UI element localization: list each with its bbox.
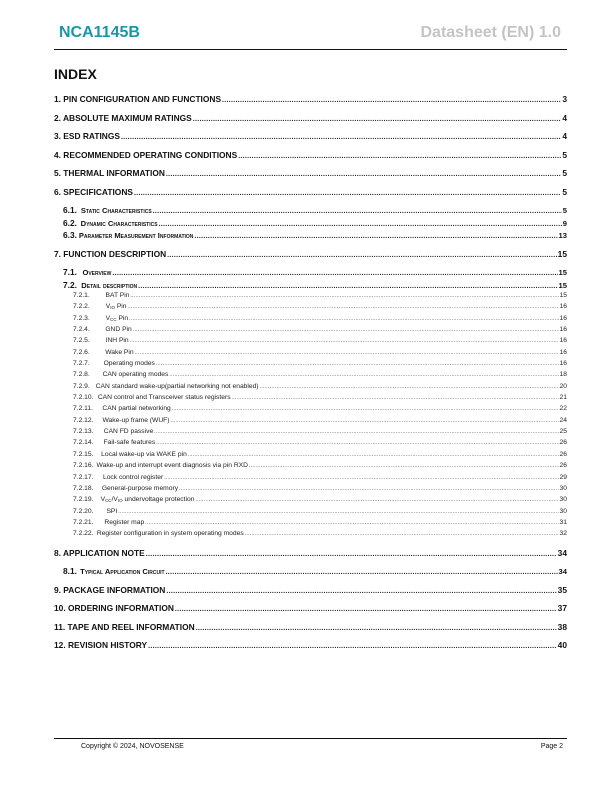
toc-entry[interactable] — [54, 94, 567, 113]
toc-entry[interactable] — [54, 485, 567, 496]
label-part: /V — [111, 496, 118, 504]
dot-leader — [260, 383, 559, 390]
toc-entry-number: 6.1. — [63, 205, 77, 215]
toc-entry-page: 37 — [557, 603, 567, 614]
toc-entry[interactable] — [54, 303, 567, 314]
toc-entry-page: 30 — [559, 507, 567, 515]
toc-entry-page: 30 — [559, 484, 567, 492]
dot-leader — [194, 231, 557, 240]
toc-entry-page: 30 — [559, 496, 567, 504]
dot-leader — [166, 567, 558, 576]
toc-entry[interactable] — [54, 371, 567, 382]
toc-entry-label: Wake Pin — [105, 348, 134, 356]
toc-entry[interactable] — [54, 292, 567, 303]
toc-entry-label: Wake-up frame (WUF) — [102, 416, 170, 424]
toc-entry-number: 7.2.8. — [73, 371, 90, 379]
toc-entry-label: Overview — [82, 268, 112, 277]
toc-entry-label: SPI — [106, 507, 118, 515]
dot-leader — [175, 603, 557, 613]
dot-leader — [159, 219, 562, 228]
toc-entry[interactable] — [54, 349, 567, 360]
table-of-contents — [54, 94, 567, 659]
toc-entry[interactable] — [54, 315, 567, 326]
toc-entry-label: Parameter Measurement Information — [78, 231, 194, 240]
label-part: V — [105, 303, 111, 311]
toc-entry[interactable] — [54, 113, 567, 132]
subscript: IO — [110, 305, 115, 311]
toc-entry-number: 6.3. — [63, 230, 77, 240]
toc-entry-page: 5 — [562, 168, 567, 178]
dot-leader — [130, 337, 559, 344]
toc-entry-label: 9. PACKAGE INFORMATION — [54, 584, 166, 595]
toc-entry-number: 7.2.20. — [73, 507, 94, 515]
subscript: CC — [105, 498, 112, 504]
toc-entry-page: 5 — [562, 149, 567, 160]
label-part: Pin — [116, 314, 129, 322]
toc-entry[interactable] — [54, 280, 567, 293]
toc-entry[interactable] — [54, 585, 567, 604]
toc-entry[interactable] — [54, 462, 567, 473]
toc-entry-page: 32 — [559, 530, 567, 538]
toc-entry-label: BAT Pin — [105, 292, 130, 299]
page-number: Page 2 — [540, 743, 563, 750]
toc-entry-number: 7.2.18. — [73, 484, 94, 492]
toc-entry-number: 7.2.5. — [73, 337, 90, 345]
toc-entry-page: 16 — [559, 360, 567, 368]
copyright: Copyright © 2024, NOVOSENSE — [81, 743, 184, 750]
toc-entry[interactable] — [54, 603, 567, 622]
toc-entry-label: 5. THERMAL INFORMATION — [54, 168, 165, 178]
toc-entry-label — [106, 315, 129, 322]
toc-entry-page: 35 — [557, 584, 567, 595]
dot-leader — [167, 249, 557, 259]
dot-leader — [146, 548, 557, 558]
toc-entry-number: 7.2.19. — [73, 496, 94, 504]
toc-entry-page: 21 — [559, 394, 567, 402]
toc-entry-label — [106, 303, 127, 310]
toc-entry-label: 3. ESD RATINGS — [54, 131, 120, 141]
toc-entry-page: 34 — [557, 547, 567, 558]
toc-entry-page: 16 — [559, 326, 567, 334]
label-part: Pin — [114, 303, 127, 311]
dot-leader — [249, 462, 559, 469]
toc-entry-label: 1. PIN CONFIGURATION AND FUNCTIONS — [54, 94, 222, 104]
footer-divider — [54, 738, 567, 739]
dot-leader — [129, 315, 558, 322]
toc-entry-page: 25 — [559, 428, 567, 436]
toc-entry-label: Static Characteristics — [80, 206, 152, 215]
toc-entry-page: 26 — [559, 450, 567, 458]
toc-entry[interactable] — [54, 249, 567, 268]
toc-entry-label: Register map — [104, 518, 145, 526]
toc-entry-page: 4 — [562, 112, 567, 123]
label-part: V — [100, 496, 106, 504]
toc-entry[interactable] — [54, 474, 567, 485]
toc-entry-label: CAN standard wake-up(partial networking not enabled) — [95, 382, 259, 390]
toc-entry-page: 38 — [557, 621, 567, 632]
toc-entry-label: Register configuration in system operating modes — [96, 530, 244, 538]
dot-leader — [172, 405, 559, 412]
dot-leader — [179, 485, 559, 492]
dot-leader — [195, 496, 558, 503]
toc-entry[interactable] — [54, 150, 567, 169]
toc-entry-label: 10. ORDERING INFORMATION — [54, 603, 174, 614]
dot-leader — [166, 168, 561, 178]
toc-entry-label: 7. FUNCTION DESCRIPTION — [54, 248, 167, 259]
toc-entry-number: 7.2.2. — [73, 303, 90, 311]
toc-entry-page: 29 — [559, 473, 567, 481]
toc-entry-number: 7.2.1. — [73, 292, 90, 299]
toc-entry-label: 11. TAPE AND REEL INFORMATION — [54, 621, 195, 632]
dot-leader — [193, 113, 562, 123]
dot-leader — [245, 530, 559, 537]
toc-entry-label: Lock control register — [102, 473, 164, 481]
toc-entry[interactable] — [54, 405, 567, 416]
toc-entry-number: 7.2.22. — [73, 530, 94, 538]
toc-entry-label — [101, 496, 195, 503]
toc-entry-label: Operating modes — [103, 360, 155, 368]
label-part: undervoltage protection — [122, 496, 195, 504]
toc-entry-number: 6.2. — [63, 217, 77, 228]
toc-entry-label: CAN partial networking — [102, 405, 171, 413]
toc-entry-label: CAN control and Transceiver status registers — [97, 394, 231, 402]
toc-entry[interactable] — [54, 131, 567, 150]
dot-leader — [112, 268, 557, 277]
subscript: CC — [110, 316, 117, 322]
subscript: IO — [117, 498, 123, 504]
toc-entry-label: Dynamic Characteristics — [80, 218, 158, 228]
toc-entry-label: CAN operating modes — [102, 371, 169, 379]
dot-leader — [188, 451, 559, 458]
toc-entry-number: 8.1. — [63, 566, 77, 577]
dot-leader — [164, 474, 558, 481]
toc-entry-page: 34 — [558, 567, 567, 577]
dot-leader — [130, 292, 558, 299]
toc-entry-number: 7.2.15. — [73, 450, 94, 458]
toc-entry-page: 16 — [559, 314, 567, 322]
toc-entry-number: 7.2.11. — [73, 405, 93, 413]
toc-entry-label: GND Pin — [105, 326, 132, 334]
dot-leader — [156, 439, 558, 446]
toc-entry[interactable] — [54, 530, 567, 541]
toc-entry[interactable] — [54, 640, 567, 659]
toc-entry-page: 15 — [559, 292, 567, 299]
dot-leader — [238, 150, 561, 160]
toc-entry[interactable] — [54, 168, 567, 187]
toc-entry-label: Local wake-up via WAKE pin — [101, 450, 187, 458]
dot-leader — [133, 326, 559, 333]
toc-entry-number: 7.2.4. — [73, 326, 90, 334]
dot-leader — [153, 206, 562, 215]
toc-entry-page: 22 — [559, 405, 567, 413]
toc-entry-label: Detail description — [81, 280, 138, 290]
toc-entry[interactable] — [54, 360, 567, 371]
toc-entry[interactable] — [54, 337, 567, 348]
toc-entry[interactable] — [54, 394, 567, 405]
toc-entry-label: Fail-safe features — [103, 439, 156, 447]
toc-entry-label: 6. SPECIFICATIONS — [54, 186, 133, 197]
toc-entry-page: 9 — [562, 218, 567, 228]
toc-entry[interactable] — [54, 519, 567, 530]
dot-leader — [121, 131, 561, 141]
toc-entry-page: 3 — [562, 94, 567, 104]
toc-entry-page: 4 — [562, 131, 567, 141]
toc-entry-label: General-purpose memory — [101, 484, 179, 492]
toc-entry-number: 7.2.21. — [73, 518, 94, 526]
toc-entry-number: 7.2.3. — [73, 314, 90, 322]
toc-entry-number: 7.2.7. — [73, 360, 90, 368]
toc-entry[interactable] — [54, 230, 567, 243]
toc-entry-label: 4. RECOMMENDED OPERATING CONDITIONS — [54, 149, 238, 160]
toc-entry-page: 15 — [558, 280, 567, 290]
toc-entry-page: 15 — [558, 268, 567, 277]
dot-leader — [118, 508, 558, 515]
toc-entry-number: 7.2.17. — [73, 473, 94, 481]
toc-entry[interactable] — [54, 205, 567, 218]
toc-entry[interactable] — [54, 566, 567, 579]
toc-entry-number: 7.2.16. — [73, 462, 94, 470]
index-title: INDEX — [54, 66, 97, 82]
toc-entry[interactable] — [54, 428, 567, 439]
toc-entry[interactable] — [54, 218, 567, 231]
dot-leader — [134, 187, 561, 197]
dot-leader — [232, 394, 559, 401]
dot-leader — [166, 585, 556, 595]
dot-leader — [128, 303, 559, 310]
label-part: V — [105, 314, 111, 322]
toc-entry-number: 7.2.10. — [73, 394, 94, 402]
toc-entry[interactable] — [54, 439, 567, 450]
header-divider — [54, 49, 567, 50]
toc-entry[interactable] — [54, 451, 567, 462]
toc-entry-number: 7.2.6. — [73, 348, 90, 356]
toc-entry-number: 7.2.14. — [73, 439, 94, 447]
dot-leader — [148, 640, 557, 650]
toc-entry-page: 5 — [562, 186, 567, 197]
toc-entry[interactable] — [54, 383, 567, 394]
toc-entry-label: 12. REVISION HISTORY — [54, 640, 148, 651]
toc-entry-label: CAN FD passive — [103, 428, 154, 436]
toc-entry-page: 31 — [559, 518, 567, 526]
dot-leader — [169, 371, 558, 378]
toc-entry-number: 7.2.13. — [73, 428, 94, 436]
toc-entry-label: Wake-up and interrupt event diagnosis via pin RXD — [96, 462, 248, 470]
dot-leader — [156, 360, 559, 367]
toc-entry[interactable] — [54, 417, 567, 428]
toc-entry-page: 26 — [559, 439, 567, 447]
toc-entry-label: Typical Application Circuit — [80, 567, 165, 577]
toc-entry[interactable] — [54, 548, 567, 567]
toc-entry-page: 15 — [557, 248, 567, 259]
toc-entry[interactable] — [54, 508, 567, 519]
dot-leader — [138, 281, 557, 290]
toc-entry-page: 16 — [559, 337, 567, 345]
toc-entry-label: 8. APPLICATION NOTE — [54, 547, 145, 558]
dot-leader — [196, 622, 557, 632]
toc-entry[interactable] — [54, 267, 567, 280]
toc-entry-label: 2. ABSOLUTE MAXIMUM RATINGS — [54, 112, 192, 123]
dot-leader — [135, 349, 559, 356]
toc-entry-number: 7.2.12. — [73, 416, 94, 424]
toc-entry-page: 5 — [562, 206, 567, 215]
toc-entry-page: 24 — [559, 416, 567, 424]
toc-entry[interactable] — [54, 187, 567, 206]
toc-entry[interactable] — [54, 326, 567, 337]
toc-entry-number: 7.2. — [63, 279, 77, 290]
toc-entry-page: 40 — [557, 640, 567, 651]
dot-leader — [222, 94, 561, 104]
toc-entry-number: 7.1. — [63, 267, 77, 277]
toc-entry[interactable] — [54, 496, 567, 507]
toc-entry-page: 20 — [559, 382, 567, 390]
dot-leader — [154, 428, 558, 435]
document-type: Datasheet (EN) 1.0 — [420, 24, 561, 41]
toc-entry[interactable] — [54, 622, 567, 641]
product-name: NCA1145B — [59, 24, 140, 41]
toc-entry-label: INH Pin — [105, 337, 129, 345]
dot-leader — [145, 519, 558, 526]
toc-entry-page: 18 — [559, 371, 567, 379]
toc-entry-page: 13 — [558, 231, 567, 240]
toc-entry-page: 16 — [559, 303, 567, 311]
toc-entry-page: 26 — [559, 462, 567, 470]
toc-entry-number: 7.2.9. — [73, 382, 90, 390]
toc-entry-page: 16 — [559, 348, 567, 356]
dot-leader — [171, 417, 559, 424]
